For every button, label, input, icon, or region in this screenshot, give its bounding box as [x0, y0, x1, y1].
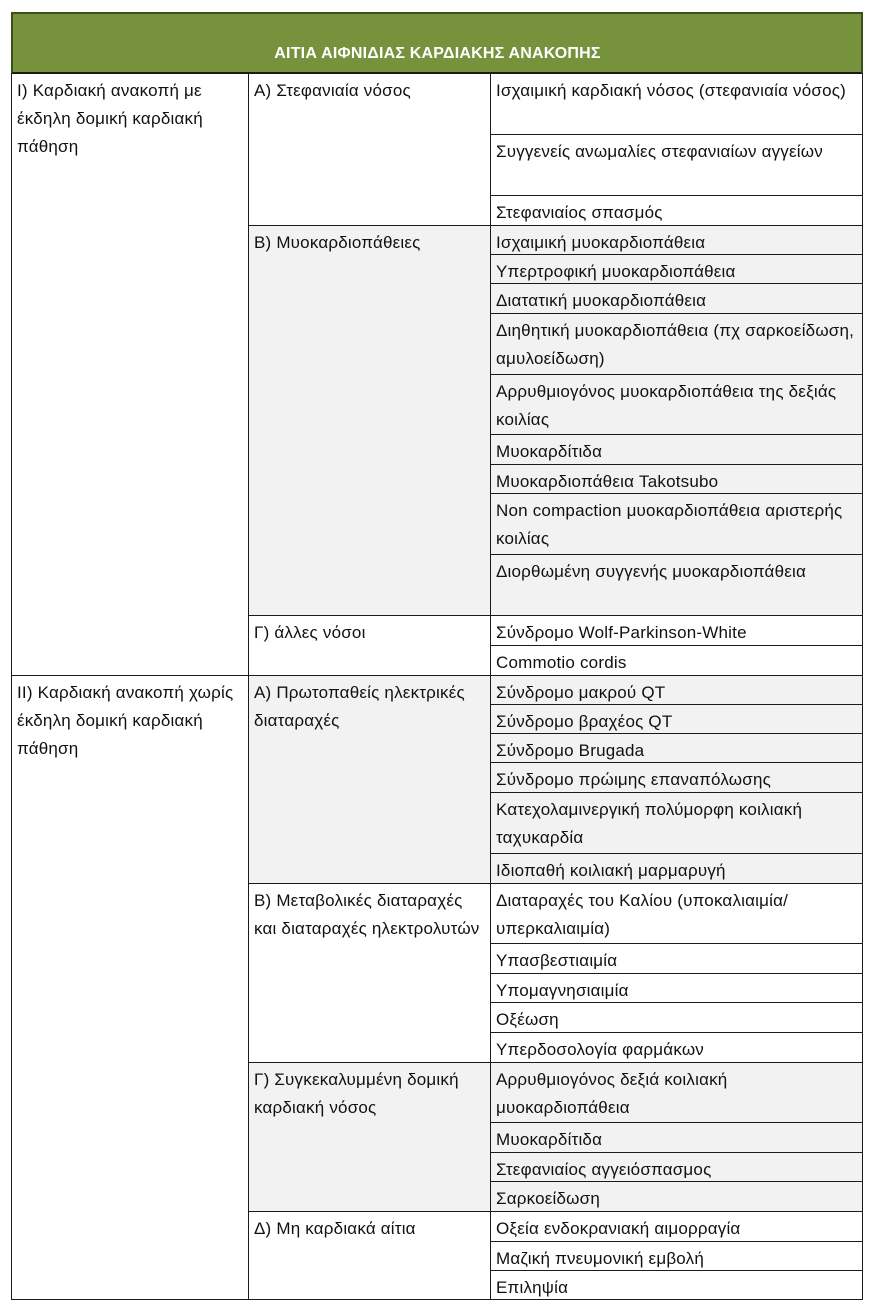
item-cell: Αρρυθμιογόνος μυοκαρδιοπάθεια της δεξιάς κοιλίας	[490, 374, 863, 435]
category-cell: II) Καρδιακή ανακοπή χωρίς έκδηλη δομική καρδιακή πάθηση	[11, 675, 249, 1300]
item-cell: Σύνδρομο βραχέος QT	[490, 704, 863, 734]
item-cell: Υπερδοσολογία φαρμάκων	[490, 1032, 863, 1063]
item-cell: Μυοκαρδίτιδα	[490, 1122, 863, 1153]
group-cell: Γ) άλλες νόσοι	[248, 615, 491, 676]
item-cell: Επιληψία	[490, 1270, 863, 1300]
item-cell: Ισχαιμική μυοκαρδιοπάθεια	[490, 225, 863, 255]
group-cell: Β) Μυοκαρδιοπάθειες	[248, 225, 491, 616]
item-cell: Σαρκοείδωση	[490, 1181, 863, 1212]
table-title: ΑΙΤΙΑ ΑΙΦΝΙΔΙΑΣ ΚΑΡΔΙΑΚΗΣ ΑΝΑΚΟΠΗΣ	[11, 12, 863, 74]
item-cell: Μυοκαρδιοπάθεια Takotsubo	[490, 464, 863, 494]
item-cell: Σύνδρομο πρώιμης επαναπόλωσης	[490, 762, 863, 793]
item-cell: Διαταραχές του Καλίου (υποκαλιαιμία/ υπερκαλιαιμία)	[490, 883, 863, 944]
group-cell: Δ) Μη καρδιακά αίτια	[248, 1211, 491, 1300]
item-cell: Υπομαγνησιαιμία	[490, 973, 863, 1003]
item-cell: Οξέωση	[490, 1002, 863, 1033]
item-cell: Σύνδρομο Wolf-Parkinson-White	[490, 615, 863, 646]
item-cell: Σύνδρομο Brugada	[490, 733, 863, 763]
item-cell: Υπερτροφική μυοκαρδιοπάθεια	[490, 254, 863, 284]
item-cell: Non compaction μυοκαρδιοπάθεια αριστερής κοιλίας	[490, 493, 863, 555]
group-cell: Γ) Συγκεκαλυμμένη δομική καρδιακή νόσος	[248, 1062, 491, 1212]
item-cell: Commotio cordis	[490, 645, 863, 676]
item-cell: Στεφανιαίος σπασμός	[490, 195, 863, 226]
item-cell: Κατεχολαμινεργική πολύμορφη κοιλιακή ταχυκαρδία	[490, 792, 863, 854]
item-cell: Διορθωμένη συγγενής μυοκαρδιοπάθεια	[490, 554, 863, 616]
item-cell: Αρρυθμιογόνος δεξιά κοιλιακή μυοκαρδιοπάθεια	[490, 1062, 863, 1123]
item-cell: Διατατική μυοκαρδιοπάθεια	[490, 283, 863, 314]
item-cell: Υπασβεστιαιμία	[490, 943, 863, 974]
item-cell: Μαζική πνευμονική εμβολή	[490, 1241, 863, 1271]
causes-table	[11, 12, 863, 1300]
item-cell: Στεφανιαίος αγγειόσπασμος	[490, 1152, 863, 1182]
category-cell: I) Καρδιακή ανακοπή με έκδηλη δομική καρδιακή πάθηση	[11, 73, 249, 676]
item-cell: Διηθητική μυοκαρδιοπάθεια (πχ σαρκοείδωση, αμυλοείδωση)	[490, 313, 863, 375]
item-cell: Συγγενείς ανωμαλίες στεφανιαίων αγγείων	[490, 134, 863, 196]
group-cell: Β) Μεταβολικές διαταραχές και διαταραχές ηλεκτρολυτών	[248, 883, 491, 1063]
item-cell: Οξεία ενδοκρανιακή αιμορραγία	[490, 1211, 863, 1242]
group-cell: Α) Στεφανιαία νόσος	[248, 73, 491, 226]
item-cell: Ιδιοπαθή κοιλιακή μαρμαρυγή	[490, 853, 863, 884]
group-cell: Α) Πρωτοπαθείς ηλεκτρικές διαταραχές	[248, 675, 491, 884]
item-cell: Ισχαιμική καρδιακή νόσος (στεφανιαία νόσος)	[490, 73, 863, 135]
item-cell: Μυοκαρδίτιδα	[490, 434, 863, 465]
item-cell: Σύνδρομο μακρού QT	[490, 675, 863, 705]
